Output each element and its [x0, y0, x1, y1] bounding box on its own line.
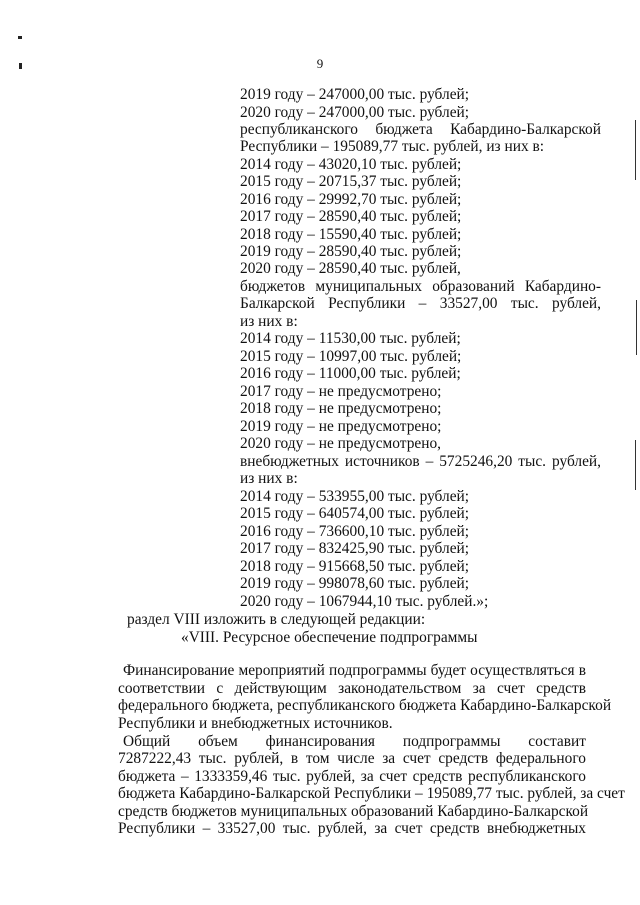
paragraph-line: бюджета – 1333359,46 тыс. рублей, за счет средств республиканского — [118, 768, 586, 785]
paragraph-line: Общий объем финансирования подпрограммы составит — [123, 733, 586, 750]
list-item: 2015 году – 10997,00 тыс. рублей; — [240, 348, 462, 365]
scan-edge-mark — [635, 120, 636, 180]
regional-budget-total: Республики – 195089,77 тыс. рублей, из них в: — [240, 138, 545, 155]
list-item: 2019 году – 998078,60 тыс. рублей; — [240, 575, 470, 592]
list-item: 2017 году – 28590,40 тыс. рублей; — [240, 208, 462, 225]
section-heading: «VIII. Ресурсное обеспечение подпрограммы — [181, 629, 478, 646]
list-item: 2016 году – 11000,00 тыс. рублей; — [240, 365, 461, 382]
municipal-budget-total: Балкарской Республики – 33527,00 тыс. рублей, — [240, 295, 601, 312]
list-item: 2017 году – не предусмотрено; — [240, 383, 442, 400]
list-item: 2017 году – 832425,90 тыс. рублей; — [240, 540, 470, 557]
list-item: 2016 году – 736600,10 тыс. рублей; — [240, 523, 470, 540]
municipal-budget-line: бюджетов муниципальных образований Кабардино- — [240, 278, 601, 295]
paragraph-line: Финансирование мероприятий подпрограммы будет осуществляться в — [123, 662, 586, 679]
list-item: 2020 году – 28590,40 тыс. рублей, — [240, 260, 461, 277]
paragraph-line: средств бюджетов муниципальных образований Кабардино-Балкарской — [118, 803, 589, 820]
extrabudget-total: внебюджетных источников – 5725246,20 тыс. рублей, — [240, 453, 601, 470]
list-item: 2016 году – 29992,70 тыс. рублей; — [240, 191, 462, 208]
paragraph-line: 7287222,43 тыс. рублей, в том числе за счет средств федерального — [118, 750, 586, 767]
list-item: 2018 году – не предусмотрено; — [240, 400, 442, 417]
list-item: 2020 году – не предусмотрено, — [240, 435, 442, 452]
extrabudget-label: из них в: — [240, 470, 298, 487]
list-item: 2019 году – 247000,00 тыс. рублей; — [240, 86, 470, 103]
page-number: 9 — [316, 56, 324, 71]
paragraph-line: федерального бюджета, республиканского бюджета Кабардино-Балкарской — [118, 697, 612, 714]
scan-edge-mark — [636, 300, 637, 355]
list-item: 2020 году – 1067944,10 тыс. рублей.»; — [240, 593, 489, 610]
list-item: 2014 году – 533955,00 тыс. рублей; — [240, 488, 470, 505]
paragraph-line: Республики – 33527,00 тыс. рублей, за счет средств внебюджетных — [118, 820, 586, 837]
municipal-budget-label: из них в: — [240, 313, 298, 330]
paragraph-line: бюджета Кабардино-Балкарской Республики – 195089,77 тыс. рублей, за счет — [118, 785, 625, 802]
list-item: 2014 году – 43020,10 тыс. рублей; — [240, 156, 462, 173]
list-item: 2019 году – не предусмотрено; — [240, 418, 442, 435]
section-instruction: раздел VIII изложить в следующей редакции: — [127, 611, 426, 628]
paragraph-line: Республики и внебюджетных источников. — [118, 715, 393, 732]
list-item: 2018 году – 15590,40 тыс. рублей; — [240, 226, 462, 243]
regional-budget-line: республиканского бюджета Кабардино-Балкарской — [240, 121, 601, 138]
list-item: 2015 году – 20715,37 тыс. рублей; — [240, 173, 462, 190]
list-item: 2019 году – 28590,40 тыс. рублей; — [240, 243, 462, 260]
scan-mark — [18, 36, 22, 39]
list-item: 2015 году – 640574,00 тыс. рублей; — [240, 505, 470, 522]
paragraph-line: соответствии с действующим законодательством за счет средств — [118, 680, 586, 697]
list-item: 2018 году – 915668,50 тыс. рублей; — [240, 558, 470, 575]
list-item: 2020 году – 247000,00 тыс. рублей; — [240, 104, 470, 121]
scan-edge-mark — [635, 440, 636, 490]
list-item: 2014 году – 11530,00 тыс. рублей; — [240, 330, 461, 347]
